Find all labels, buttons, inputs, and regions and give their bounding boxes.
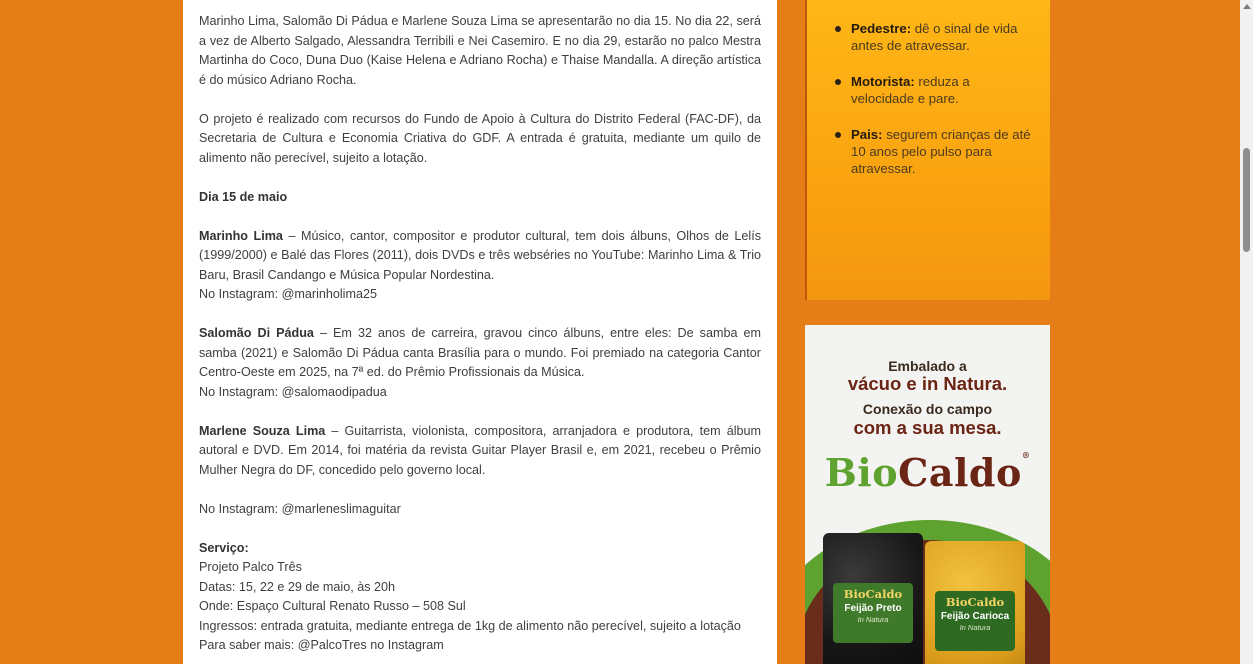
artist-name: Marlene Souza Lima: [199, 423, 326, 438]
artist-instagram: No Instagram: @marleneslimaguitar: [199, 501, 401, 516]
service-line: Datas: 15, 22 e 29 de maio, às 20h: [199, 579, 396, 594]
scrollbar-thumb[interactable]: [1243, 148, 1250, 252]
product-label: BioCaldo Feijão Carioca In Natura: [935, 591, 1015, 651]
list-item: Pedestre: dê o sinal de vida antes de atravessar.: [835, 20, 1035, 54]
ad-tagline: vácuo e in Natura.: [847, 373, 1008, 394]
article-paragraph-funding: O projeto é realizado com recursos do Fundo de Apoio à Cultura do Distrito Federal (FAC-DF), da Secretaria de Cultura e Economia Criativa do GDF. A entrada é gratuita, mediante um quilo de alimento não perecível, sujeito a lotação.: [199, 111, 761, 165]
list-item: Pais: segurem crianças de até 10 anos pelo pulso para atravessar.: [835, 126, 1035, 177]
page-scrollbar[interactable]: [1240, 0, 1253, 664]
article-content: [183, 0, 777, 664]
artist-block-marlene: [199, 422, 761, 481]
bullet-icon: [835, 26, 841, 32]
ad-tagline: com a sua mesa.: [853, 417, 1002, 438]
artist-bio: – Guitarrista, violonista, compositora, arranjadora e produtora, tem álbum autoral e DVD. Em 2014, foi matéria da revista Guitar Player Brasil e, em 2021, recebeu o Prêmio Mulher Negra do DF, concedido pelo governo local.: [199, 423, 761, 477]
product-label: BioCaldo Feijão Preto In Natura: [833, 583, 913, 643]
product-bag-feijao-carioca: [925, 541, 1025, 664]
service-line: Ingressos: entrada gratuita, mediante entrega de 1kg de alimento não perecível, sujeito a lotação: [199, 618, 741, 633]
service-line: Para saber mais: @PalcoTres no Instagram: [199, 638, 444, 652]
traffic-safety-ad[interactable]: [805, 0, 1050, 300]
article-paragraph-lineup: Marinho Lima, Salomão Di Pádua e Marlene Souza Lima se apresentarão no dia 15. No dia 22, será a vez de Alberto Salgado, Alessandra Terribili e Nei Casemiro. E no dia 29, estarão no palco Mestra Martinha do Coco, Duna Duo (Kaise Helena e Adriano Rocha) e Thaise Mandalla. A direção artística é do músico Adriano Rocha.: [199, 14, 761, 87]
artist-name: Marinho Lima: [199, 228, 283, 243]
biocaldo-logo: BioCaldo®: [824, 450, 1031, 495]
artist-bio: – Músico, cantor, compositor e produtor cultural, tem dois álbuns, Olhos de Lelís (1999/2000) e Balé das Flores (2011), dois DVDs e três webséries no YouTube: Marinho Lima & Trio Baru, Brasil Candango e Música Popular Nordestina.: [199, 228, 762, 282]
bullet-icon: [835, 132, 841, 138]
service-heading: Serviço:: [199, 540, 249, 555]
scroll-up-arrow-icon[interactable]: [1243, 4, 1251, 9]
service-line: Onde: Espaço Cultural Renato Russo – 508 Sul: [199, 599, 466, 613]
biocaldo-ad[interactable]: [805, 325, 1050, 664]
list-item: Motorista: reduza a velocidade e pare.: [835, 73, 1035, 107]
product-bag-feijao-preto: [823, 533, 923, 664]
artist-name: Salomão Di Pádua: [199, 326, 314, 340]
artist-bio: – Em 32 anos de carreira, gravou cinco álbuns, entre eles: De samba em samba (2021) e Salomão Di Pádua canta Brasília para o mundo. Foi premiado na categoria Cantor Centro-Oeste em 2025, na 7ª ed. do Prêmio Profissionais da Música.: [199, 326, 761, 379]
bullet-icon: [835, 79, 841, 85]
artist-instagram: No Instagram: @salomaodipadua: [199, 384, 387, 399]
service-line: Projeto Palco Três: [199, 560, 302, 574]
safety-tips-list: [835, 20, 1035, 196]
ad-tagline: Embalado a: [888, 358, 967, 374]
artist-block-marinho: [199, 227, 761, 286]
artist-block-salomao: [199, 324, 761, 383]
day-heading: Dia 15 de maio: [199, 189, 288, 204]
ad-tagline: Conexão do campo: [862, 401, 993, 417]
artist-instagram: No Instagram: @marinholima25: [199, 287, 377, 301]
